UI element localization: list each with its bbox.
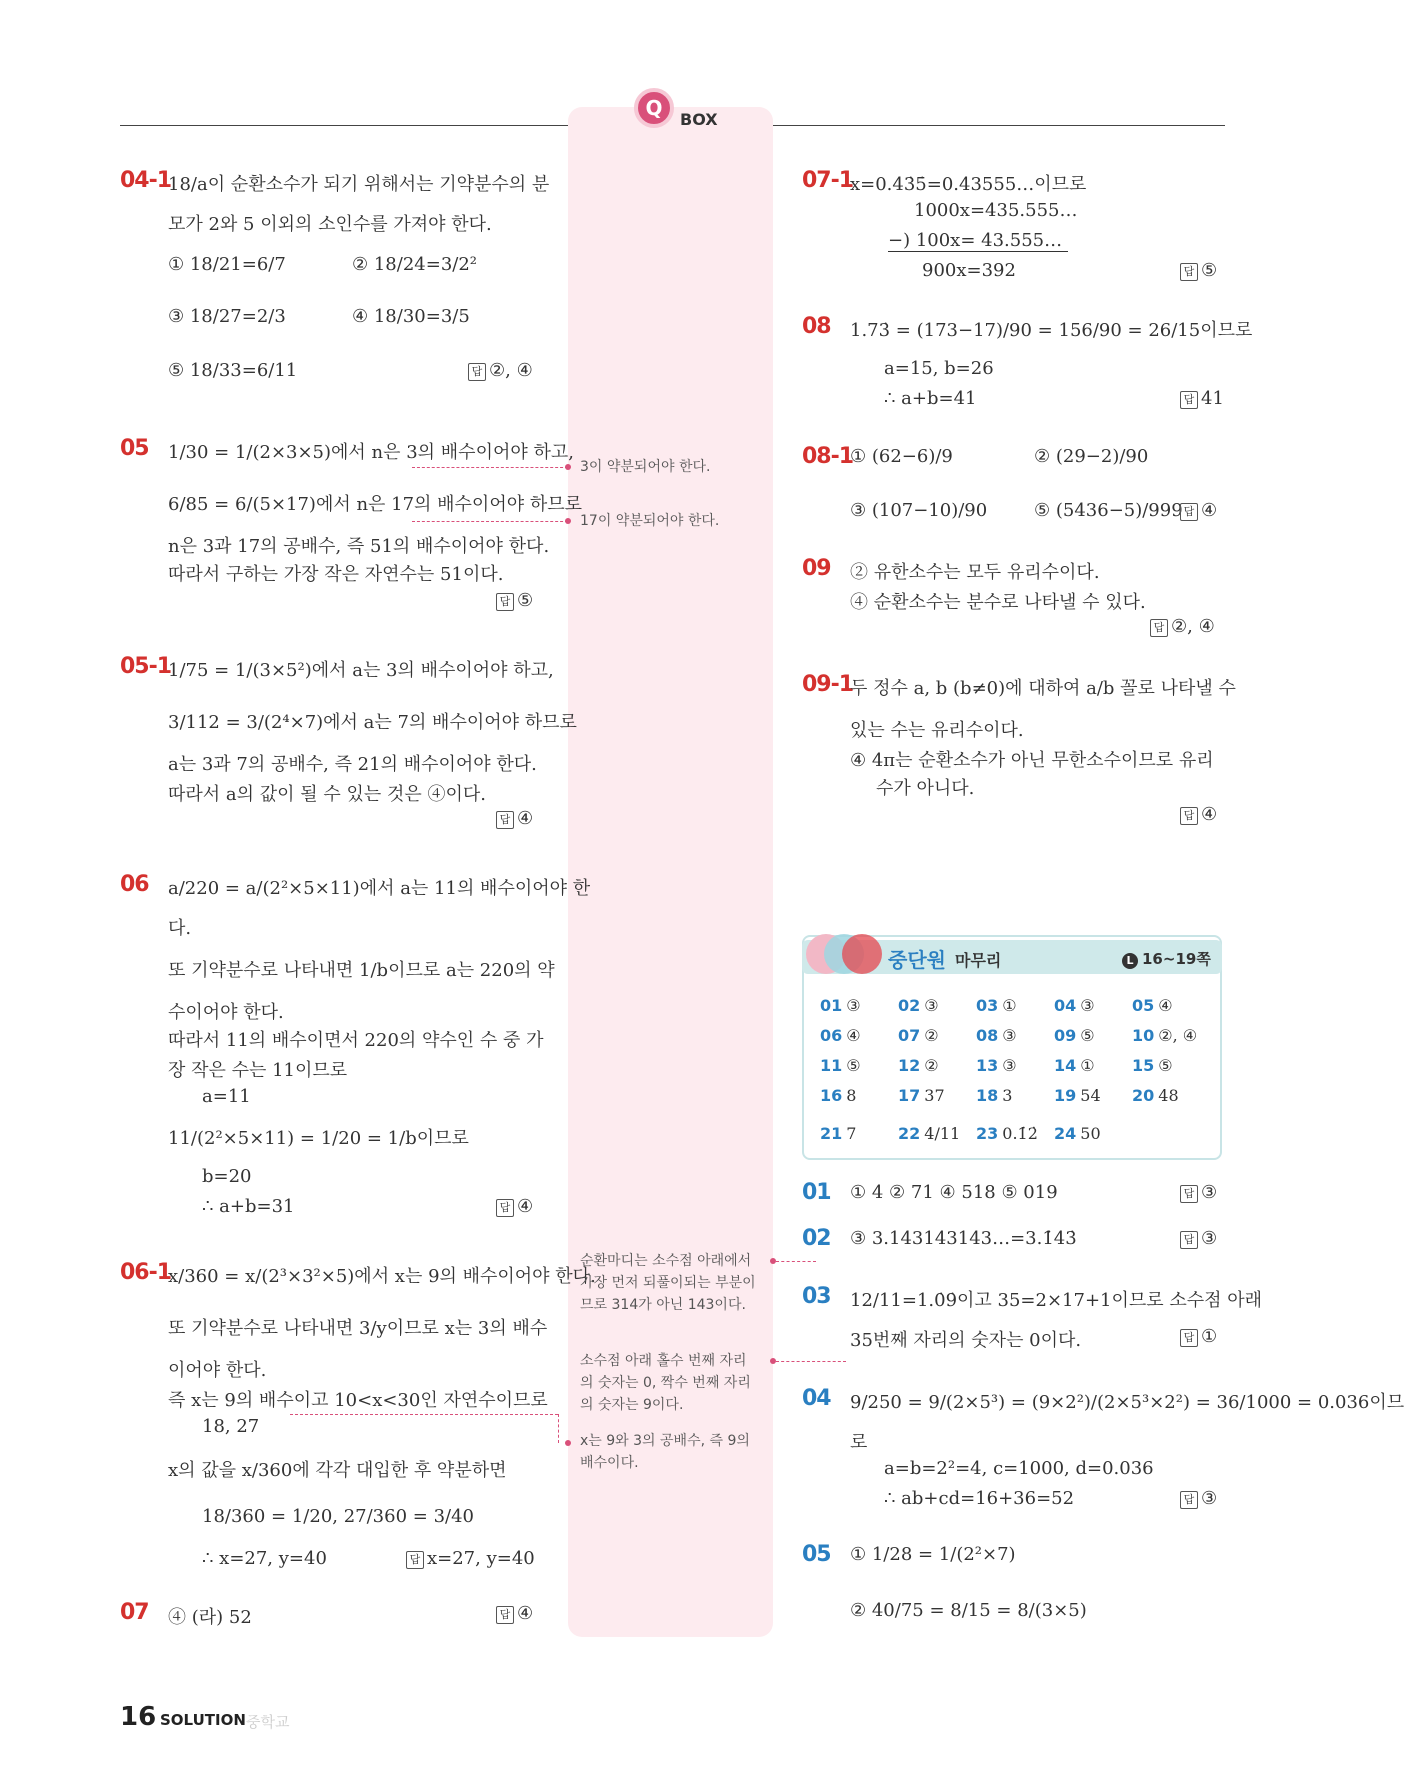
review-answer-item (976, 1026, 1017, 1045)
review-answer-value: ③ (924, 996, 939, 1015)
review-answer-value: 8 (846, 1086, 857, 1105)
problem-line: 또 기약분수로 나타내면 3/y이므로 x는 3의 배수 (168, 1318, 548, 1339)
qbox-note: x는 9와 3의 공배수, 즉 9의 배수이다. (580, 1433, 750, 1471)
option: ① (62−6)/9 (850, 446, 953, 467)
review-answer-value: 7 (846, 1124, 857, 1143)
answer-icon: 답 (1180, 1491, 1198, 1509)
problem-line: 수가 아니다. (876, 778, 975, 799)
note-leader (290, 1414, 558, 1415)
problem-line: 9/250 = 9/(2×5³) = (9×2²)/(2×5³×2²) = 36/1000 = 0.036이므 (850, 1392, 1404, 1413)
problem-line: 두 정수 a, b (b≠0)에 대하여 a/b 꼴로 나타낼 수 (850, 678, 1236, 699)
problem-line: b=20 (202, 1166, 252, 1187)
review-number: 04 (802, 1386, 831, 1411)
review-answer-number: 05 (1132, 996, 1155, 1015)
review-answer-item (1054, 1124, 1101, 1143)
problem-line: x=0.43̇5̇=0.43555…이므로 (850, 174, 1087, 195)
option: ① 18/21=6/7 (168, 254, 286, 275)
review-answer-value: ① (1002, 996, 1017, 1015)
review-answer-item (898, 1026, 939, 1045)
answer: 답 ④ (496, 1196, 533, 1217)
problem-line: 또 기약분수로 나타내면 1/b이므로 a는 220의 약 (168, 960, 555, 981)
review-answer-value: 4/11 (924, 1124, 961, 1143)
qbox-note: 소수점 아래 홀수 번째 자리의 숫자는 0, 짝수 번째 자리의 숫자는 9이다. (580, 1353, 751, 1413)
review-answer-item (898, 996, 939, 1015)
review-answer-number: 11 (820, 1056, 843, 1075)
review-answer-item (820, 1124, 856, 1143)
problem-line: ∴ a+b=41 (884, 388, 977, 409)
problem-number: 05-1 (120, 654, 172, 679)
qbox-note: 17이 약분되어야 한다. (580, 513, 720, 529)
problem-line: 1000x=435.555… (914, 200, 1078, 221)
note-bullet (565, 1440, 571, 1446)
answer: 답 41 (1180, 388, 1224, 409)
answer-icon: 답 (1180, 1231, 1198, 1249)
answer: 답 ②, ④ (1150, 616, 1215, 637)
problem-number: 07-1 (802, 168, 854, 193)
review-answer-number: 17 (898, 1086, 921, 1105)
review-answer-number: 18 (976, 1086, 999, 1105)
review-subtitle: 마무리 (955, 951, 1002, 970)
footer-label: SOLUTION (160, 1711, 246, 1729)
lesson-icon: L (1122, 953, 1138, 969)
problem-line: 이어야 한다. (168, 1360, 267, 1381)
review-answer-value: ②, ④ (1158, 1026, 1198, 1045)
answer-icon: 답 (496, 593, 514, 611)
answer-icon: 답 (1150, 619, 1168, 637)
answer: 답 x=27, y=40 (406, 1548, 535, 1569)
answer-icon: 답 (1180, 263, 1198, 281)
review-number: 01 (802, 1180, 831, 1205)
review-answer-value: ③ (846, 996, 861, 1015)
review-answer-number: 19 (1054, 1086, 1077, 1105)
answer: 답 ④ (496, 808, 533, 829)
qbox-icon: Q (634, 88, 674, 128)
note-bullet (565, 464, 571, 470)
review-number: 03 (802, 1284, 831, 1309)
review-answer-value: ⑤ (1080, 1026, 1095, 1045)
problem-number: 06-1 (120, 1260, 172, 1285)
review-answer-item (898, 1124, 960, 1143)
answer-icon: 답 (1180, 1329, 1198, 1347)
review-answer-item (1054, 1056, 1095, 1075)
review-answer-value: ④ (1158, 996, 1173, 1015)
problem-line: −) 100x= 43.555… (888, 230, 1068, 252)
answer: 답 ④ (1180, 500, 1217, 521)
answer-icon: 답 (1180, 503, 1198, 521)
review-answer-item (820, 1056, 861, 1075)
problem-line: 12/11=1.0̇9̇이고 35=2×17+1이므로 소수점 아래 (850, 1290, 1263, 1311)
problem-line: ③ 3.143143143…=3.1̇43̇ (850, 1228, 1077, 1249)
note-leader (558, 1414, 559, 1443)
problem-number: 08 (802, 314, 831, 339)
problem-line: ∴ x=27, y=40 (202, 1548, 327, 1569)
review-answer-number: 13 (976, 1056, 999, 1075)
review-answer-number: 02 (898, 996, 921, 1015)
review-title: 중단원 (888, 948, 946, 972)
problem-line: ∴ ab+cd=16+36=52 (884, 1488, 1075, 1509)
answer-icon: 답 (1180, 391, 1198, 409)
review-answer-number: 14 (1054, 1056, 1077, 1075)
review-answer-value: 48 (1158, 1086, 1179, 1105)
review-answer-value: 37 (924, 1086, 945, 1105)
review-answer-value: ④ (846, 1026, 861, 1045)
review-answer-number: 07 (898, 1026, 921, 1045)
answer: 답 ④ (1180, 804, 1217, 825)
answer: 답 ③ (1180, 1228, 1217, 1249)
top-rule-left (120, 125, 568, 126)
problem-number: 07 (120, 1600, 149, 1625)
problem-line: 1/30 = 1/(2×3×5)에서 n은 3의 배수이어야 하고, (168, 442, 574, 463)
qbox-note: 순환마디는 소수점 아래에서 가장 먼저 되풀이되는 부분이므로 314가 아닌 143이다. (580, 1253, 756, 1313)
answer: 답 ④ (496, 1603, 533, 1624)
problem-line: ① 4 ② 71 ④ 518 ⑤ 019 (850, 1182, 1058, 1203)
review-answer-number: 22 (898, 1124, 921, 1143)
review-answer-item (820, 996, 861, 1015)
review-answer-item (1132, 1056, 1173, 1075)
problem-line: x/360 = x/(2³×3²×5)에서 x는 9의 배수이어야 한다. (168, 1266, 596, 1287)
review-answer-item (820, 1086, 856, 1105)
review-answer-item (1054, 996, 1095, 1015)
review-number: 05 (802, 1542, 831, 1567)
review-answer-item (1132, 1026, 1197, 1045)
review-answer-number: 01 (820, 996, 843, 1015)
problem-line: 수이어야 한다. (168, 1002, 284, 1023)
review-answer-item (1054, 1026, 1095, 1045)
answer-icon: 답 (1180, 807, 1198, 825)
problem-line: ④ (라) 52 (168, 1607, 252, 1628)
problem-line: 다. (168, 918, 192, 939)
option: ④ 18/30=3/5 (352, 306, 470, 327)
option: ② (29−2)/90 (1034, 446, 1149, 467)
review-answer-value: ③ (1002, 1026, 1017, 1045)
review-answer-value: 0.1̇2̇ (1002, 1124, 1038, 1143)
problem-line: a=15, b=26 (884, 358, 994, 379)
problem-line: 35번째 자리의 숫자는 0이다. (850, 1330, 1082, 1351)
review-answer-number: 06 (820, 1026, 843, 1045)
note-bullet (565, 518, 571, 524)
answer: 답 ②, ④ (468, 360, 533, 381)
review-answer-item (1132, 1086, 1179, 1105)
review-number: 02 (802, 1226, 831, 1251)
problem-number: 06 (120, 872, 149, 897)
review-answer-value: ③ (1080, 996, 1095, 1015)
problem-line: 장 작은 수는 11이므로 (168, 1060, 348, 1081)
problem-line: 1/75 = 1/(3×5²)에서 a는 3의 배수이어야 하고, (168, 660, 554, 681)
problem-line: ④ 4π는 순환소수가 아닌 무한소수이므로 유리 (850, 750, 1214, 771)
qbox-note: 3이 약분되어야 한다. (580, 459, 711, 475)
problem-line: 6/85 = 6/(5×17)에서 n은 17의 배수이어야 하므로 (168, 494, 582, 515)
problem-line: a/220 = a/(2²×5×11)에서 a는 11의 배수이어야 한 (168, 878, 591, 899)
problem-line: ② 40/75 = 8/15 = 8/(3×5) (850, 1600, 1087, 1621)
answer-icon: 답 (496, 811, 514, 829)
review-answer-value: ③ (1002, 1056, 1017, 1075)
problem-line: a=b=2²=4, c=1000, d=0.036 (884, 1458, 1154, 1479)
footer-ghost-text: 중학교 (246, 1713, 290, 1731)
answer: 답 ⑤ (496, 590, 533, 611)
note-leader (776, 1261, 816, 1262)
review-answer-number: 23 (976, 1124, 999, 1143)
answer: 답 ③ (1180, 1488, 1217, 1509)
problem-line: x의 값을 x/360에 각각 대입한 후 약분하면 (168, 1460, 507, 1481)
problem-line: 따라서 구하는 가장 작은 자연수는 51이다. (168, 564, 504, 585)
answer: 답 ⑤ (1180, 260, 1217, 281)
option: ③ (107−10)/90 (850, 500, 988, 521)
review-answer-value: 3 (1002, 1086, 1013, 1105)
review-answer-item (898, 1086, 945, 1105)
problem-line: a=11 (202, 1086, 251, 1107)
problem-line: a는 3과 7의 공배수, 즉 21의 배수이어야 한다. (168, 754, 537, 775)
review-answer-item (976, 1086, 1012, 1105)
problem-line: 3/112 = 3/(2⁴×7)에서 a는 7의 배수이어야 하므로 (168, 712, 577, 733)
problem-line: 1.73̇ = (173−17)/90 = 156/90 = 26/15이므로 (850, 320, 1253, 341)
answer-icon: 답 (468, 363, 486, 381)
problem-line: 모가 2와 5 이외의 소인수를 가져야 한다. (168, 214, 492, 235)
review-answer-number: 09 (1054, 1026, 1077, 1045)
review-answer-number: 10 (1132, 1026, 1155, 1045)
answer: 답 ① (1180, 1326, 1217, 1347)
problem-line: 따라서 11의 배수이면서 220의 약수인 수 중 가 (168, 1030, 544, 1051)
problem-line: 즉 x는 9의 배수이고 10<x<30인 자연수이므로 (168, 1390, 548, 1411)
option: ⑤ 18/33=6/11 (168, 360, 298, 381)
note-leader (412, 521, 568, 522)
review-answer-number: 21 (820, 1124, 843, 1143)
option: ⑤ (5436−5)/999 (1034, 500, 1183, 521)
review-answer-value: ⑤ (1158, 1056, 1173, 1075)
page-number: 16 (120, 1702, 157, 1732)
problem-line: 18, 27 (202, 1416, 260, 1437)
problem-line: 18/360 = 1/20, 27/360 = 3/40 (202, 1506, 474, 1527)
problem-line: ② 유한소수는 모두 유리수이다. (850, 562, 1100, 583)
review-answer-number: 24 (1054, 1124, 1077, 1143)
review-answer-value: ② (924, 1056, 939, 1075)
problem-line: 900x=392 (922, 260, 1016, 281)
review-answer-item (976, 1056, 1017, 1075)
review-answer-value: 50 (1080, 1124, 1101, 1143)
problem-number: 04-1 (120, 168, 172, 193)
problem-line: 로 (850, 1432, 868, 1453)
answer-icon: 답 (1180, 1185, 1198, 1203)
answer-icon: 답 (406, 1551, 424, 1569)
problem-line: ④ 순환소수는 분수로 나타낼 수 있다. (850, 592, 1146, 613)
review-answer-value: ① (1080, 1056, 1095, 1075)
answer: 답 ③ (1180, 1182, 1217, 1203)
problem-number: 09-1 (802, 672, 854, 697)
review-answer-value: ② (924, 1026, 939, 1045)
review-answer-number: 16 (820, 1086, 843, 1105)
review-answer-number: 03 (976, 996, 999, 1015)
review-answer-item (976, 1124, 1038, 1143)
review-answer-value: 54 (1080, 1086, 1101, 1105)
problem-line: 있는 수는 유리수이다. (850, 720, 1024, 741)
problem-number: 05 (120, 436, 149, 461)
problem-number: 09 (802, 556, 831, 581)
review-answer-item (820, 1026, 861, 1045)
top-rule-right (773, 125, 1225, 126)
review-pages: L 16~19쪽 (1122, 948, 1211, 969)
problem-number: 08-1 (802, 444, 854, 469)
problem-line: ∴ a+b=31 (202, 1196, 295, 1217)
note-leader (776, 1361, 846, 1362)
review-answer-item (898, 1056, 939, 1075)
qbox-label: BOX (680, 110, 718, 129)
answer-icon: 답 (496, 1199, 514, 1217)
answer-icon: 답 (496, 1606, 514, 1624)
review-answer-item (1054, 1086, 1101, 1105)
option: ③ 18/27=2/3 (168, 306, 286, 327)
problem-line: n은 3과 17의 공배수, 즉 51의 배수이어야 한다. (168, 536, 550, 557)
review-answer-item (976, 996, 1017, 1015)
review-answer-value: ⑤ (846, 1056, 861, 1075)
problem-line: 18/a이 순환소수가 되기 위해서는 기약분수의 분 (168, 174, 550, 195)
problem-line: ① 1/28 = 1/(2²×7) (850, 1544, 1016, 1565)
review-answer-number: 20 (1132, 1086, 1155, 1105)
review-answer-number: 12 (898, 1056, 921, 1075)
review-logo-icon (804, 928, 884, 982)
review-answer-item (1132, 996, 1173, 1015)
problem-line: 따라서 a의 값이 될 수 있는 것은 ④이다. (168, 784, 486, 805)
review-answer-number: 15 (1132, 1056, 1155, 1075)
review-answer-number: 08 (976, 1026, 999, 1045)
problem-line: 11/(2²×5×11) = 1/20 = 1/b이므로 (168, 1128, 469, 1149)
option: ② 18/24=3/2² (352, 254, 477, 275)
review-answer-number: 04 (1054, 996, 1077, 1015)
note-leader (412, 467, 568, 468)
